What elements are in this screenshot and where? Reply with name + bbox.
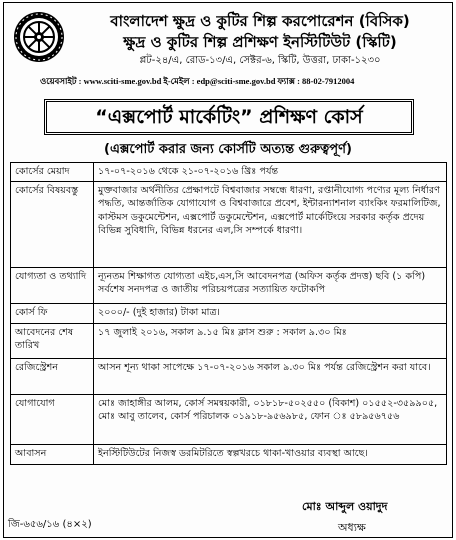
course-title: “এক্সপোর্ট মার্কেটিং” প্রশিক্ষণ কোর্স	[44, 99, 414, 135]
row-value: আসন শূন্য থাকা সাপেক্ষে ১৭-০৭-২০১৬ সকাল ৯.৩০ মিঃ পর্যন্ত রেজিস্ট্রেশন করা যাবে।	[94, 359, 447, 395]
org-name-line2: ক্ষুদ্র ও কুটির শিল্প প্রশিক্ষণ ইনস্টিটিউট (স্কিটি)	[123, 33, 397, 51]
table-row	[11, 163, 447, 182]
row-value: ইনস্টিটিউটের নিজস্ব ডরমিটরিতে স্বল্পখরচে থাকা-খাওয়ার ব্যবস্থা আছে।	[94, 445, 447, 465]
row-label: আবাসন	[11, 445, 94, 465]
table-row	[11, 445, 447, 465]
memo-number: জি-৬৫৬/১৬ (৪×২)	[8, 519, 92, 530]
row-label: কোর্স ফি	[11, 304, 94, 324]
row-label: আবেদনের শেষ তারিখ	[11, 324, 94, 359]
row-value: মুক্তবাজার অর্থনীতির প্রেক্ষাপটে বিশ্ববাজার সম্বন্ধে ধারণা, রপ্তানীযোগ্য পণ্যের মূল্য নির্ধারণ পদ্ধতি, আন্তর্জাতিক যোগাযোগ ও বিশ্ববাজারে প্রবেশ, ইন্টারন্যাশনাল ব্যাংকিং ফরমালিটিজ, কাস্টমস ডকুমেন্টেশন, এক্সপোর্ট ডকুমেন্টেশন, এক্সপোর্ট মার্কেটিংয়ে সরকার কর্তৃক প্রদেয় বিভিন্ন সুবিধাদি, বিভিন্ন ধরনের এল,সি সম্পর্কে ধারণা।	[94, 182, 447, 268]
row-label: যোগ্যতা ও তথ্যাদি	[11, 268, 94, 304]
table-row	[11, 359, 447, 395]
org-address: প্লট-২৪/এ, রোড-১৩/এ, সেক্টর-৬, স্কিটি, উত্তরা, ঢাকা-১২৩০	[139, 55, 381, 66]
signatory-designation: অধ্যক্ষ	[338, 521, 366, 534]
row-value: ন্যূনতম শিক্ষাগত যোগ্যতা এইচ,এস,সি আবেদনপত্র (অফিস কর্তৃক প্রদত্ত) ছবি (১ কপি) সর্বশেষ সনদপত্র ও জাতীয় পরিচয়পত্রের সত্যায়িত ফটোকপি	[94, 268, 447, 304]
row-value: মোঃ জাহাঙ্গীর আলম, কোর্স সমন্বয়কারী, ০১৮১৮-৫০২৫৫০ (বিকাশ) ০১৫৫২-৩৫৯৯০৫, মোঃ আবু তালেব, কোর্স পরিচালক ০১৯১৮-৯৫৬৯৮৫, ফোন ঃ ৫৮৯৫৬৭৫৬	[94, 395, 447, 445]
row-label: কোর্সের মেয়াদ	[11, 163, 94, 182]
row-value: ১৭-০৭-২০১৬ থেকে ২১-০৭-২০১৬ খ্রিঃ পর্যন্ত	[94, 163, 447, 182]
row-label: যোগাযোগ	[11, 395, 94, 445]
row-value: ২০০০/- (দুই হাজার) টাকা মাত্র।	[94, 304, 447, 324]
course-info-table	[10, 162, 447, 465]
course-subtitle: (এক্সপোর্ট করার জন্য কোর্সটি অত্যন্ত গুরুত্বপূর্ণ)	[104, 142, 352, 157]
org-name-line1: বাংলাদেশ ক্ষুদ্র ও কুটির শিল্প করপোরেশন (বিসিক)	[110, 12, 410, 30]
signatory-name: মোঃ আব্দুল ওয়াদুদ	[302, 500, 388, 513]
bscic-logo-icon	[12, 10, 66, 64]
table-row	[11, 268, 447, 304]
row-value: ১৭ জুলাই ২০১৬, সকাল ৯.১৫ মিঃ ক্লাস শুরু : সকাল ৯.৩০ মিঃ	[94, 324, 447, 359]
row-label: রেজিস্ট্রেশন	[11, 359, 94, 395]
table-row	[11, 395, 447, 445]
row-label: কোর্সের বিষয়বস্তু	[11, 182, 94, 268]
contact-line: ওয়েবসাইট : www.sciti-sme.gov.bd ই-মেইল : edp@sciti-sme.gov.bd ফ্যাক্স : 88-02-7912004	[40, 76, 355, 86]
table-row	[11, 304, 447, 324]
table-row	[11, 182, 447, 268]
table-row	[11, 324, 447, 359]
